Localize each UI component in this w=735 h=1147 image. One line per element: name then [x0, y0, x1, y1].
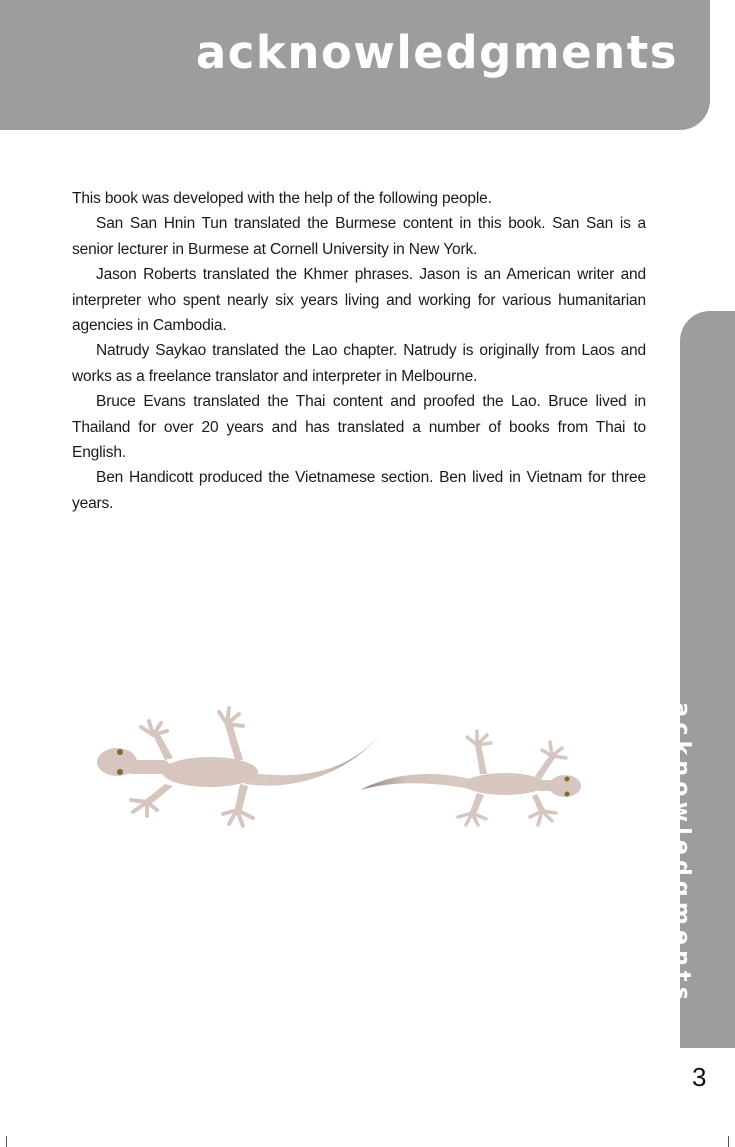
crop-mark — [728, 1136, 729, 1147]
paragraph-intro: This book was developed with the help of the following people. — [72, 190, 492, 207]
paragraph-burmese: San San Hnin Tun translated the Burmese content in this book. San San is a senior lecturer in Burmese at Cornell University in New York. — [72, 215, 646, 258]
gecko-icon — [97, 708, 380, 826]
crop-mark — [6, 1136, 7, 1147]
page-title: acknowledgments — [195, 26, 678, 79]
body-text — [72, 186, 646, 516]
page-number: 3 — [692, 1062, 707, 1092]
side-tab-label: acknowledgments — [668, 702, 694, 1005]
paragraph-khmer: Jason Roberts translated the Khmer phrases. Jason is an American writer and interpreter who spent nearly six years living and working for various humanitarian agencies in Cambodia. — [72, 266, 646, 335]
gecko-icon — [360, 731, 581, 825]
header-band — [0, 0, 710, 130]
gecko-illustration — [95, 700, 595, 840]
paragraph-vietnamese: Ben Handicott produced the Vietnamese section. Ben lived in Vietnam for three years. — [72, 469, 646, 512]
paragraph-thai: Bruce Evans translated the Thai content and proofed the Lao. Bruce lived in Thailand for over 20 years and has translated a number of books from Thai to English. — [72, 393, 646, 462]
paragraph-lao: Natrudy Saykao translated the Lao chapter. Natrudy is originally from Laos and works as a freelance translator and interpreter in Melbourne. — [72, 342, 646, 385]
side-tab — [668, 311, 735, 1048]
